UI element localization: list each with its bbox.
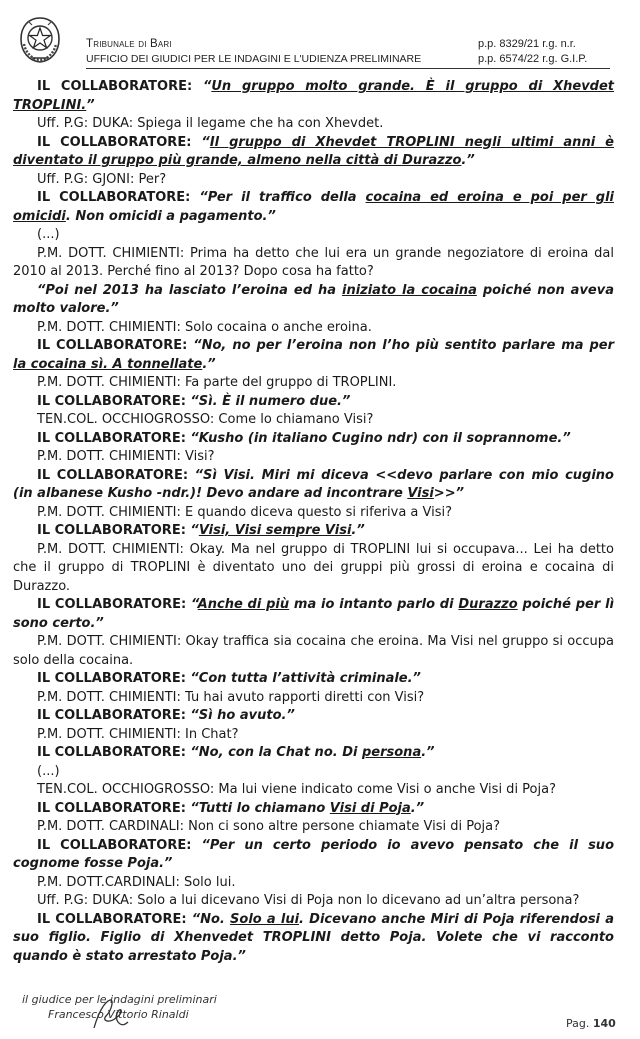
court-office: UFFICIO DEI GIUDICI PER LE INDAGINI E L'UDIENZA PRELIMINARE (86, 53, 422, 65)
underlined-text: cocaina ed eroina e poi per gli omicidi (13, 190, 614, 224)
judge-title: il giudice per le indagini preliminari (22, 993, 217, 1006)
speaker-label: IL COLLABORATORE: (37, 430, 186, 446)
speaker-label: IL COLLABORATORE: (37, 800, 186, 816)
page-header (0, 0, 640, 72)
speaker-label: IL COLLABORATORE: (37, 467, 189, 483)
page-number: Pag. 140 (566, 1017, 616, 1030)
handwritten-signature-icon (88, 994, 132, 1034)
transcript-paragraph: Uff. P.G: DUKA: Spiega il legame che ha con Xhevdet. (37, 116, 384, 131)
transcript-paragraph: IL COLLABORATORE: “Sì ho avuto.” (37, 708, 295, 723)
transcript-paragraph: IL COLLABORATORE: “No, no per l’eroina non l’ho più sentito parlare ma per la cocaina sì. A tonnellate.” (13, 338, 614, 372)
transcript-paragraph: IL COLLABORATORE: “Un gruppo molto grande. È il gruppo di Xhevdet TROPLINI.” (13, 79, 615, 113)
underlined-text: Visi di Poja (329, 800, 411, 816)
underlined-text: Solo a lui (230, 911, 300, 927)
speaker-label: IL COLLABORATORE: (37, 79, 193, 94)
underlined-text: Il gruppo di Xhevdet TROPLINI negli ultimi anni è diventato il gruppo più grande, almeno nella città di Durazzo (13, 134, 614, 168)
speaker-label: IL COLLABORATORE: (37, 523, 186, 538)
judge-name: Francesco Vittorio Rinaldi (48, 1008, 189, 1021)
transcript-paragraph: TEN.COL. OCCHIOGROSSO: Come lo chiamano Visi? (37, 412, 374, 427)
speaker-label: IL COLLABORATORE: (37, 708, 186, 723)
transcript-paragraph: IL COLLABORATORE: “Anche di più ma io intanto parlo di Durazzo poiché per lì sono certo.” (13, 597, 614, 631)
transcript-body (13, 78, 614, 966)
transcript-paragraph: P.M. DOTT.CARDINALI: Solo lui. (37, 874, 236, 890)
transcript-paragraph: (...) (37, 763, 60, 779)
speaker-label: IL COLLABORATORE: (37, 134, 192, 150)
underlined-text: Visi (407, 486, 434, 501)
transcript-paragraph: IL COLLABORATORE: “Visi, Visi sempre Visi.” (37, 523, 365, 538)
transcript-paragraph: P.M. DOTT. CHIMIENTI: Okay traffica sia cocaina che eroina. Ma Visi nel gruppo si occupa solo della cocaina. (13, 634, 614, 668)
transcript-paragraph: P.M. DOTT. CHIMIENTI: Tu hai avuto rapporti diretti con Visi? (37, 689, 425, 705)
transcript-paragraph: Uff. P.G: GJONI: Per? (37, 171, 167, 187)
transcript-paragraph: IL COLLABORATORE: “No. Solo a lui. Dicevano anche Miri di Poja riferendosi a suo figlio. Figlio di Xhenvedet TROPLINI detto Poja. Volete che vi racconto quando è stato arrestato Poja.” (13, 911, 614, 964)
transcript-paragraph: Uff. P.G: DUKA: Solo a lui dicevano Visi di Poja non lo dicevano ad un’altra persona? (37, 893, 580, 908)
transcript-paragraph: TEN.COL. OCCHIOGROSSO: Ma lui viene indicato come Visi o anche Visi di Poja? (37, 782, 556, 797)
speaker-label: IL COLLABORATORE: (37, 597, 187, 612)
speaker-label: IL COLLABORATORE: (37, 190, 191, 205)
transcript-paragraph: P.M. DOTT. CHIMIENTI: In Chat? (37, 726, 239, 742)
case-reference-2: p.p. 6574/22 r.g. G.I.P. (478, 53, 588, 65)
transcript-paragraph: P.M. DOTT. CARDINALI: Non ci sono altre persone chiamate Visi di Poja? (37, 819, 501, 834)
speaker-label: IL COLLABORATORE: (37, 911, 187, 927)
transcript-paragraph: P.M. DOTT. CHIMIENTI: Visi? (37, 449, 215, 464)
transcript-paragraph: P.M. DOTT. CHIMIENTI: Solo cocaina o anche eroina. (37, 319, 372, 335)
underlined-text: Durazzo (458, 597, 518, 612)
speaker-label: IL COLLABORATORE: (37, 837, 192, 853)
case-reference-1: p.p. 8329/21 r.g. n.r. (478, 38, 576, 50)
transcript-paragraph: “Poi nel 2013 ha lasciato l’eroina ed ha iniziato la cocaina poiché non aveva molto valore.” (13, 282, 614, 316)
underlined-text: Visi, Visi sempre Visi (198, 523, 352, 538)
underlined-text: la cocaina sì. A tonnellate (13, 356, 203, 372)
transcript-paragraph: IL COLLABORATORE: “Sì Visi. Miri mi diceva <<devo parlare con mio cugino (in albanese Kusho -ndr.)! Devo andare ad incontrare Visi>>” (13, 467, 614, 501)
speaker-label: IL COLLABORATORE: (37, 338, 188, 353)
transcript-paragraph: IL COLLABORATORE: “No, con la Chat no. Di persona.” (37, 745, 435, 760)
transcript-paragraph: IL COLLABORATORE: “Kusho (in italiano Cugino ndr) con il soprannome.” (37, 430, 571, 446)
court-name: Tribunale di Bari (86, 38, 172, 50)
transcript-paragraph: IL COLLABORATORE: “Per un certo periodo io avevo pensato che il suo cognome fosse Poja.” (13, 837, 614, 871)
transcript-paragraph: P.M. DOTT. CHIMIENTI: Fa parte del gruppo di TROPLINI. (37, 375, 397, 390)
underlined-text: Un gruppo molto grande. È il gruppo di Xhevdet TROPLINI. (13, 79, 615, 113)
speaker-label: IL COLLABORATORE: (37, 745, 186, 760)
underlined-text: Anche di più (197, 597, 290, 612)
speaker-label: IL COLLABORATORE: (37, 671, 186, 686)
underlined-text: persona (361, 745, 422, 760)
transcript-paragraph: P.M. DOTT. CHIMIENTI: Okay. Ma nel gruppo di TROPLINI lui si occupava... Lei ha detto che il gruppo di TROPLINI è diventato uno dei gruppi più grossi di eroina e cocaina di Durazzo. (13, 541, 614, 594)
transcript-paragraph: IL COLLABORATORE: “Il gruppo di Xhevdet TROPLINI negli ultimi anni è diventato il gruppo più grande, almeno nella città di Durazzo.” (13, 134, 614, 168)
underlined-text: iniziato la cocaina (341, 282, 477, 298)
transcript-paragraph: IL COLLABORATORE: “Sì. È il numero due.” (37, 393, 351, 409)
transcript-paragraph: P.M. DOTT. CHIMIENTI: Prima ha detto che lui era un grande negoziatore di eroina dal 2010 al 2013. Perché fino al 2013? Dopo cosa ha fatto? (13, 245, 614, 279)
transcript-paragraph: P.M. DOTT. CHIMIENTI: E quando diceva questo si riferiva a Visi? (37, 504, 453, 520)
transcript-paragraph: IL COLLABORATORE: “Tutti lo chiamano Visi di Poja.” (37, 800, 425, 816)
speaker-label: IL COLLABORATORE: (37, 393, 186, 409)
header-divider (86, 68, 610, 69)
italian-republic-emblem-icon (16, 14, 64, 66)
transcript-paragraph: (...) (37, 227, 60, 242)
transcript-paragraph: IL COLLABORATORE: “Con tutta l’attività criminale.” (37, 671, 421, 686)
transcript-paragraph: IL COLLABORATORE: “Per il traffico della cocaina ed eroina e poi per gli omicidi. Non omicidi a pagamento.” (13, 190, 614, 224)
